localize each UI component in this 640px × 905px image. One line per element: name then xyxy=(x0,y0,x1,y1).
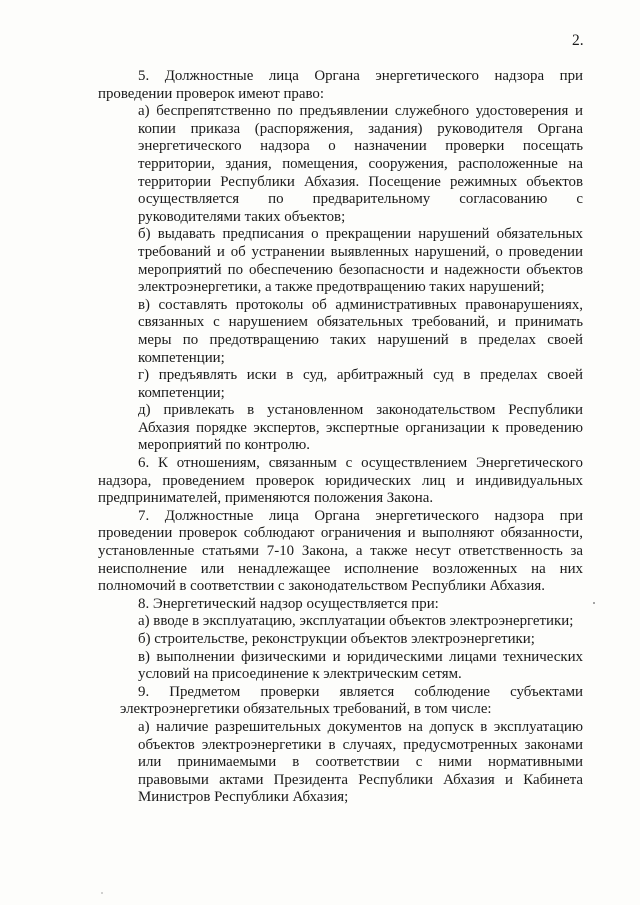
scan-speck xyxy=(593,602,595,604)
paragraph-5: 5. Должностные лица Органа энергетического надзора при проведении проверок имеют право: xyxy=(98,68,583,102)
paragraph-5-b: б) выдавать предписания о прекращении нарушений обязательных требований и об устранении выявленных нарушений, о проведении мероприятий по обеспечению безопасности и надежности объектов электроэнергетики, а также предотвращению таких нарушений; xyxy=(138,226,583,296)
paragraph-7: 7. Должностные лица Органа энергетического надзора при проведении проверок соблюдают ограничения и выполняют обязанности, установленные статьями 7-10 Закона, а также несут ответственность за неисполнение или ненадлежащее исполнение возложенных на них полномочий в соответствии с законодательством Республики Абхазия. xyxy=(98,507,583,595)
scan-speck xyxy=(101,892,103,894)
paragraph-5-a: а) беспрепятственно по предъявлении служебного удостоверения и копии приказа (распоряжения, задания) руководителя Органа энергетического надзора о назначении проверки посещать территории, здания, помещения, сооружения, расположенные на территории Республики Абхазия. Посещение режимных объектов осуществляется по предварительному согласованию с руководителями таких объектов; xyxy=(138,103,583,225)
paragraph-8: 8. Энергетический надзор осуществляется при: xyxy=(138,595,439,612)
document-body xyxy=(0,68,640,807)
paragraph-5-g: г) предъявлять иски в суд, арбитражный суд в пределах своей компетенции; xyxy=(138,367,583,401)
paragraph-8-b: б) строительстве, реконструкции объектов электроэнергетики; xyxy=(138,631,535,647)
paragraph-9: 9. Предметом проверки является соблюдение субъектами электроэнергетики обязательных требований, в том числе: xyxy=(120,683,583,718)
page-number: 2. xyxy=(572,32,584,49)
paragraph-5-d: д) привлекать в установленном законодательством Республики Абхазия порядке экспертов, экспертные организации к проведению мероприятий по контролю. xyxy=(138,402,583,454)
paragraph-8-v: в) выполнении физическими и юридическими лицами технических условий на присоединение к электрическим сетям. xyxy=(138,648,583,683)
paragraph-9-a: а) наличие разрешительных документов на допуск в эксплуатацию объектов электроэнергетики в случаях, предусмотренных законами или принимаемыми в соответствии с ними нормативными правовыми актами Президента Республики Абхазия и Кабинета Министров Республики Абхазия; xyxy=(138,718,583,806)
paragraph-5-v: в) составлять протоколы об административных правонарушениях, связанных с нарушением обязательных требований, и принимать меры по предотвращению таких нарушений в пределах своей компетенции; xyxy=(138,296,583,366)
paragraph-6: 6. К отношениям, связанным с осуществлением Энергетического надзора, проведением проверок юридических лиц и индивидуальных предпринимателей, применяются положения Закона. xyxy=(98,455,583,507)
paragraph-8-a: а) вводе в эксплуатацию, эксплуатации объектов электроэнергетики; xyxy=(138,613,574,630)
